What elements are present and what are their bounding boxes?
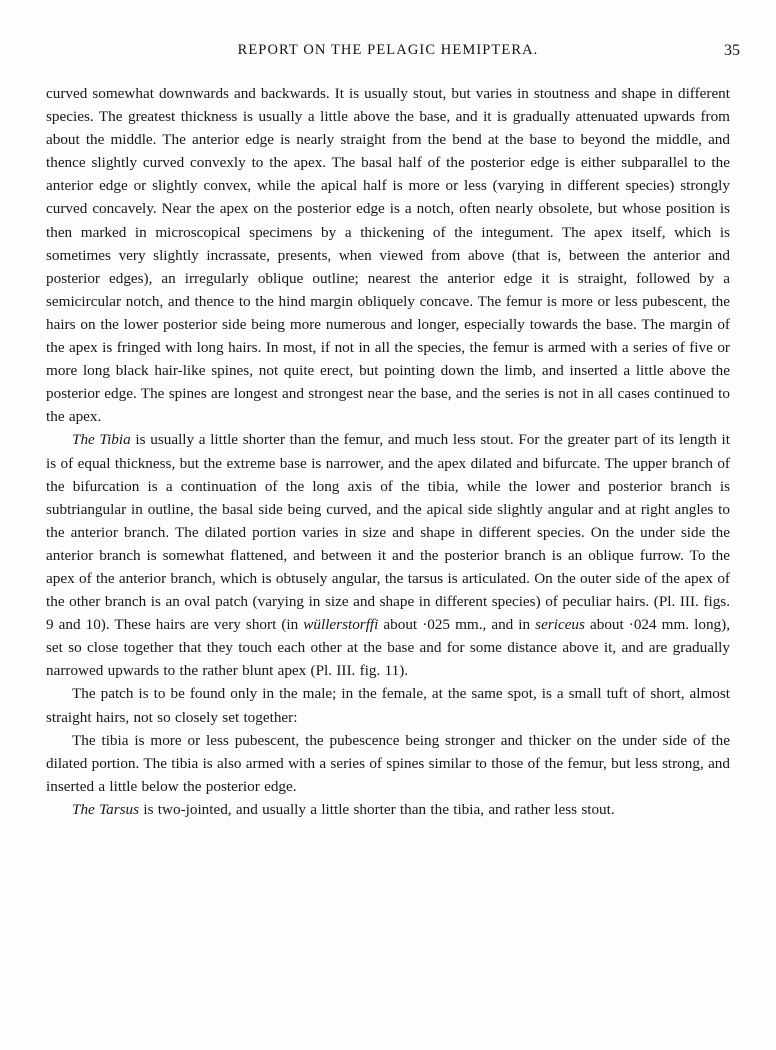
running-head: REPORT ON THE PELAGIC HEMIPTERA. [237, 42, 539, 58]
body-text [46, 82, 730, 821]
paragraph: The patch is to be found only in the male; in the female, at the same spot, is a small tuft of short, almost straight hairs, not so closely set together: [46, 685, 730, 726]
paragraph: The Tibia is usually a little shorter than the femur, and much less stout. For the greater part of its length it is of equal thickness, but the extreme base is narrower, and the apex dilated and bifurcate. The upper branch of the bifurcation is a continuation of the long axis of the tibia, while the lower and posterior branch is subtriangular in outline, the basal side being curved, and the apical side slightly angular and at right angles to the anterior branch. The dilated portion varies in size and shape in different species. On the under side the anterior branch is somewhat flattened, and between it and the posterior branch is an oblique furrow. To the apex of the anterior branch, which is obtusely angular, the tarsus is articulated. On the outer side of the apex of the other branch is an oval patch (varying in size and shape in different species) of peculiar hairs. (Pl. III. figs. 9 and 10). These hairs are very short (in wüllerstorffi about ·025 mm., and in sericeus about ·024 mm. long), set so close together that they touch each other at the base and for some distance above it, and are gradually narrowed upwards to the rather blunt apex (Pl. III. fig. 11). [46, 431, 730, 680]
paragraph: The Tarsus is two-jointed, and usually a little shorter than the tibia, and rather less stout. [72, 800, 615, 818]
paragraph: The tibia is more or less pubescent, the pubescence being stronger and thicker on the under side of the dilated portion. The tibia is also armed with a series of spines similar to those of the femur, but less strong, and inserted a little below the posterior edge. [46, 731, 730, 795]
paragraph-list [46, 82, 730, 821]
paragraph: curved somewhat downwards and backwards. It is usually stout, but varies in stoutness and shape in different species. The greatest thickness is usually a little above the base, and it is gradually attenuated upwards from about the middle. The anterior edge is nearly straight from the bend at the base to beyond the middle, and thence slightly curved convexly to the apex. The basal half of the posterior edge is either subparallel to the anterior edge or slightly convex, while the apical half is more or less (varying in different species) strongly curved concavely. Near the apex on the posterior edge is a notch, often nearly obsolete, but whose position is then marked in microscopical specimens by a thickening of the integument. The apex itself, which is sometimes very slightly incrassate, presents, when viewed from above (that is, between the anterior and posterior edges), an irregularly oblique outline; nearest the anterior edge it is straight, followed by a semicircular notch, and thence to the hind margin obliquely concave. The femur is more or less pubescent, the hairs on the lower posterior side being more numerous and longer, especially towards the base. The margin of the apex is fringed with long hairs. In most, if not in all the species, the femur is armed with a series of five or more long black hair-like spines, not quite erect, but pointing down the limb, and inserted a little above the posterior edge. The spines are longest and strongest near the base, and the series is not in all cases continued to the apex. [46, 85, 730, 426]
page-number: 35 [724, 42, 740, 59]
page-header [0, 42, 776, 66]
